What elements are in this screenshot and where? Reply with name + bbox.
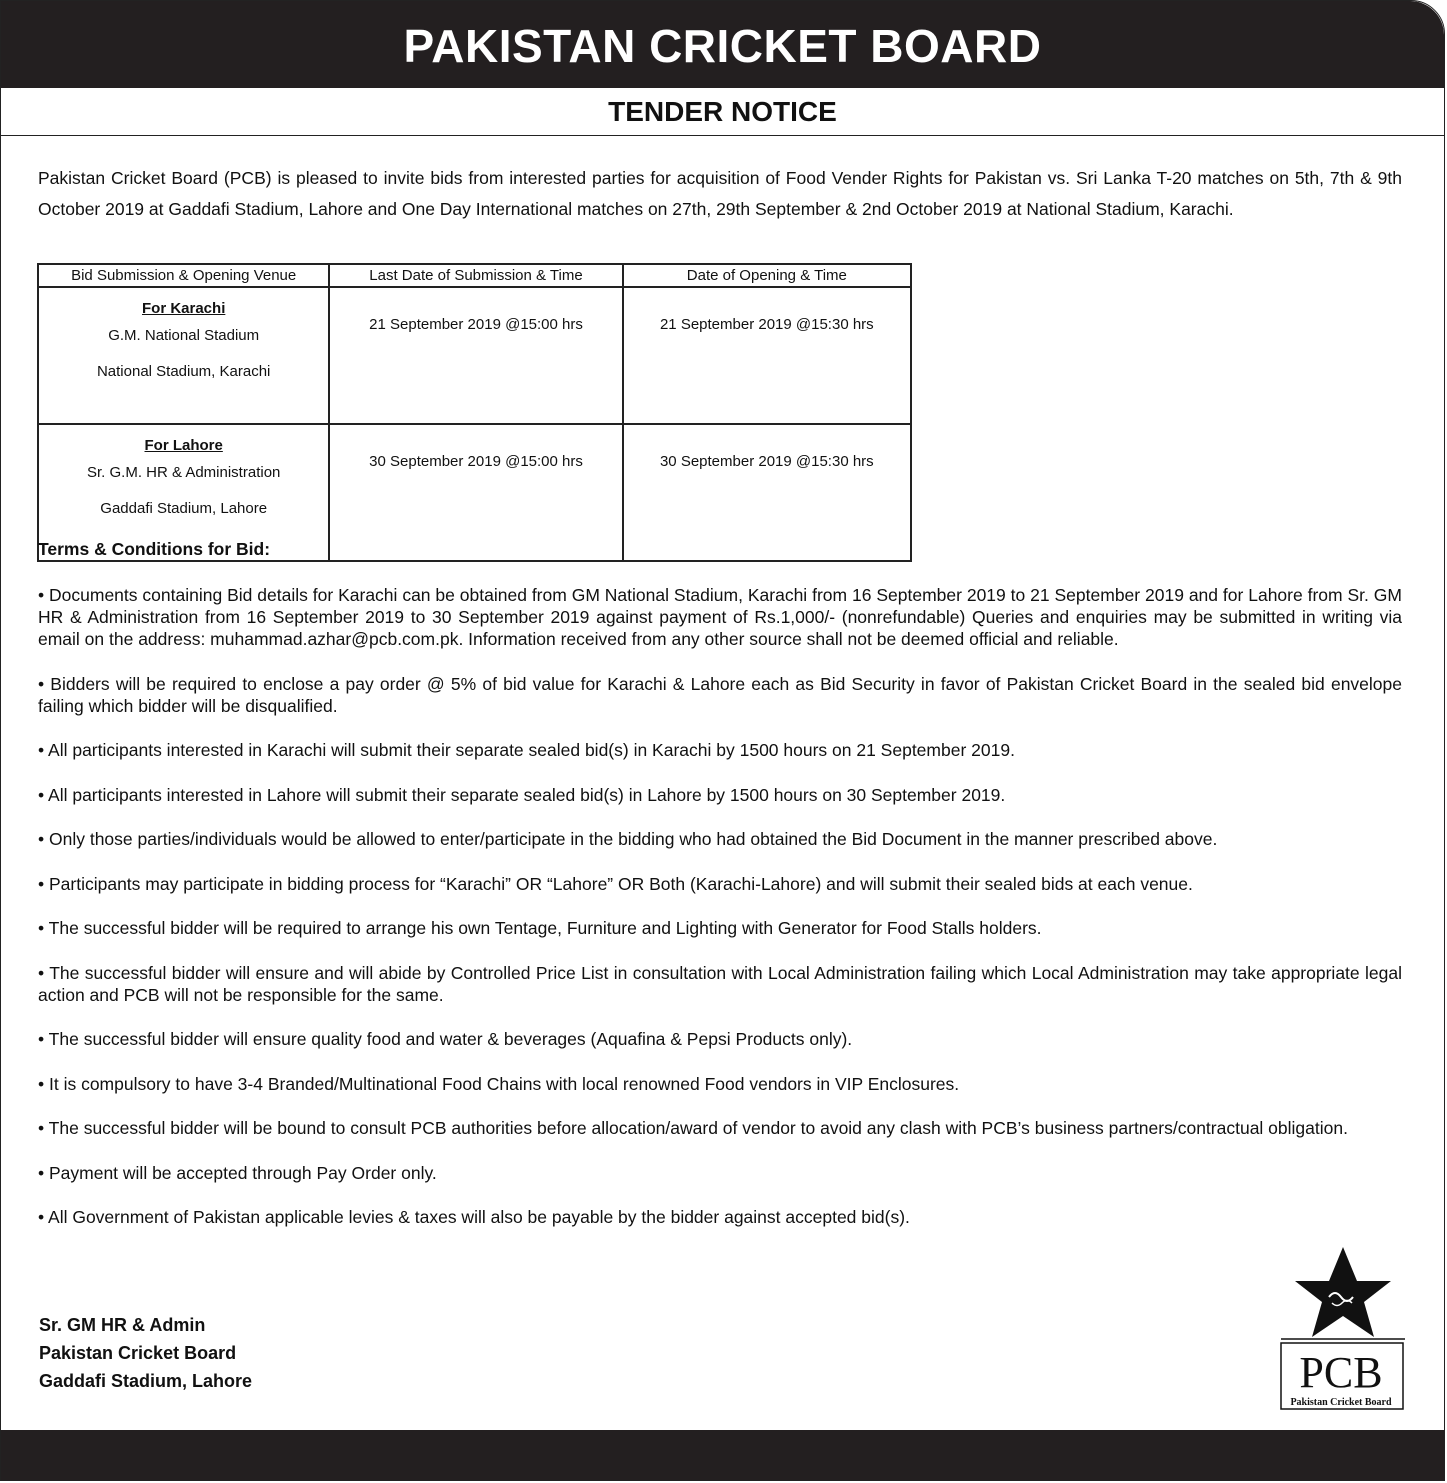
star-icon (1295, 1247, 1391, 1337)
signature-org: Pakistan Cricket Board (39, 1343, 237, 1363)
table-header-row (38, 264, 911, 287)
page-title: PAKISTAN CRICKET BOARD (403, 20, 1042, 72)
term-item: • All Government of Pakistan applicable levies & taxes will also be payable by the bidder against accepted bid(s). (38, 1207, 910, 1227)
term-item: • Bidders will be required to enclose a pay order @ 5% of bid value for Karachi & Lahore each as Bid Security in favor of Pakistan Cricket Board in the sealed bid envelope failing which bidder will be disqualified. (38, 673, 1402, 716)
term-item: • All participants interested in Karachi will submit their separate sealed bid(s) in Karachi by 1500 hours on 21 September 2019. (38, 740, 1015, 760)
term-item: • The successful bidder will be bound to consult PCB authorities before allocation/award of vendor to avoid any clash with PCB’s business partners/contractual obligation. (38, 1118, 1348, 1138)
column-header-submission: Last Date of Submission & Time (329, 264, 622, 287)
header-band (1, 1, 1444, 88)
term-item: • Participants may participate in bidding process for “Karachi” OR “Lahore” OR Both (Karachi-Lahore) and will submit their sealed bids at each venue. (38, 873, 1193, 894)
venue-office: G.M. National Stadium (108, 327, 260, 344)
term-item: • The successful bidder will be required to arrange his own Tentage, Furniture and Lighting with Generator for Food Stalls holders. (38, 918, 1042, 938)
term-item: • It is compulsory to have 3-4 Branded/Multinational Food Chains with local renowned Food vendors in VIP Enclosures. (38, 1073, 960, 1094)
venue-location: National Stadium, Karachi (96, 363, 271, 380)
terms-heading: Terms & Conditions for Bid: (38, 539, 271, 559)
column-header-venue: Bid Submission & Opening Venue (38, 264, 329, 287)
venue-location: Gaddafi Stadium, Lahore (100, 500, 268, 517)
terms-section (38, 539, 1402, 1251)
footer-band (1, 1430, 1444, 1481)
venue-city: For Lahore (144, 437, 223, 454)
notice-subtitle: TENDER NOTICE (1, 88, 1444, 136)
venue-office: Sr. G.M. HR & Administration (86, 464, 281, 481)
opening-date: 21 September 2019 @15:30 hrs (623, 287, 911, 424)
column-header-opening: Date of Opening & Time (623, 264, 911, 287)
signature-block (39, 1311, 252, 1395)
intro-paragraph: Pakistan Cricket Board (PCB) is pleased to invite bids from interested parties for acquisition of Food Vender Rights for Pakistan vs. Sri Lanka T-20 matches on 5th, 7th & 9th October 2019 at Gaddafi Stadium, Lahore and One Day International matches on 27th, 29th September & 2nd October 2019 at National Stadium, Karachi. (38, 168, 1402, 219)
submission-date: 21 September 2019 @15:00 hrs (329, 287, 622, 424)
logo-caption: Pakistan Cricket Board (1290, 1397, 1392, 1408)
table-row-karachi (38, 287, 911, 424)
venue-city: For Karachi (142, 300, 226, 317)
opening-date: 30 September 2019 @15:30 hrs (623, 424, 911, 561)
term-item: • Only those parties/individuals would be allowed to enter/participate in the bidding who had obtained the Bid Document in the manner prescribed above. (38, 829, 1218, 849)
submission-date: 30 September 2019 @15:00 hrs (329, 424, 622, 561)
pcb-logo (1277, 1245, 1407, 1413)
signature-address: Gaddafi Stadium, Lahore (39, 1371, 253, 1391)
venue-cell (38, 287, 329, 424)
term-item: • All participants interested in Lahore will submit their separate sealed bid(s) in Lahore by 1500 hours on 30 September 2019. (38, 784, 1006, 805)
logo-text: PCB (1299, 1348, 1383, 1397)
term-item: • Documents containing Bid details for Karachi can be obtained from GM National Stadium, Karachi from 16 September 2019 to 21 September 2019 and for Lahore from Sr. GM HR & Administration from 16 September 2019 to 30 September 2019 against payment of Rs.1,000/- (nonrefundable) Queries and enquiries may be submitted in writing via email on the address: muhammad.azhar@pcb.com.pk. Information received from any other source shall not be deemed official and reliable. (38, 585, 1402, 649)
schedule-table (37, 263, 912, 562)
term-item: • Payment will be accepted through Pay Order only. (38, 1162, 437, 1183)
signature-title: Sr. GM HR & Admin (39, 1315, 206, 1335)
term-item: • The successful bidder will ensure and will abide by Controlled Price List in consultation with Local Administration failing which Local Administration may take appropriate legal action and PCB will not be responsible for the same. (38, 962, 1402, 1005)
term-item: • The successful bidder will ensure quality food and water & beverages (Aquafina & Pepsi Products only). (38, 1029, 853, 1049)
